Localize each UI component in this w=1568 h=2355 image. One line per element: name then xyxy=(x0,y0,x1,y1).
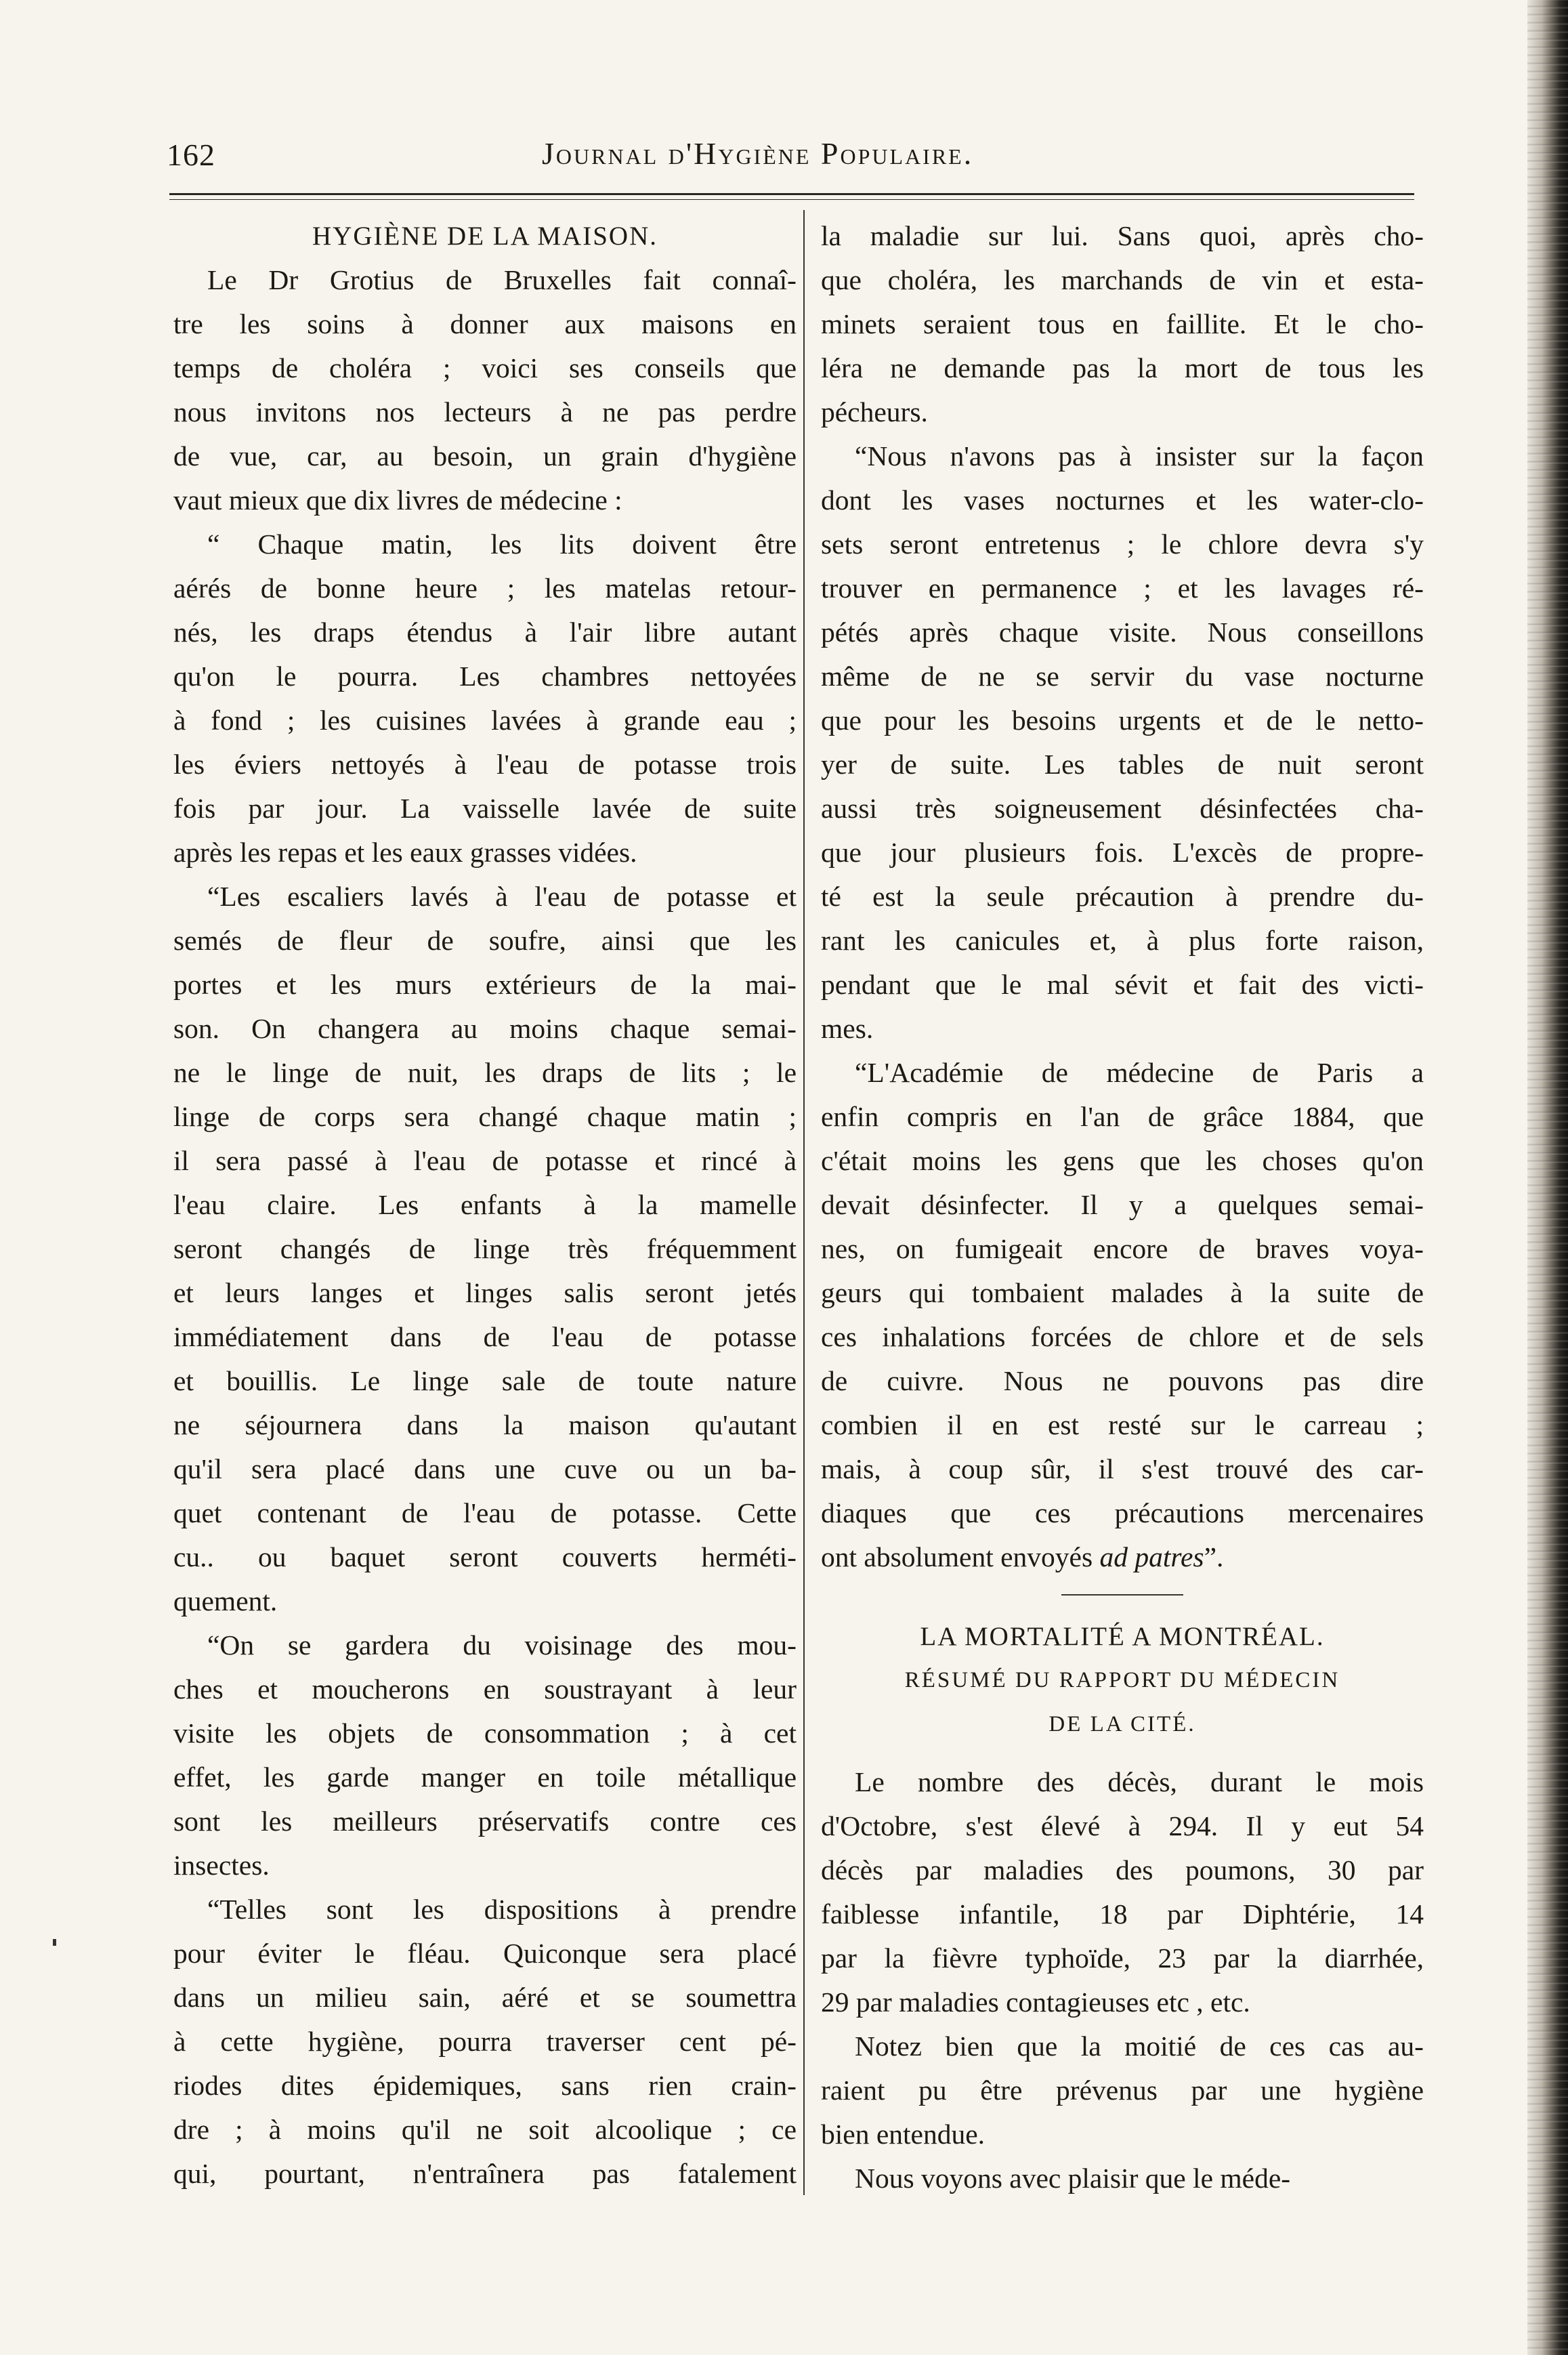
text-line: qui, pourtant, n'entraînera pas fatalement xyxy=(173,2158,797,2189)
left-column xyxy=(173,214,797,2196)
text-line: devait désinfecter. Il y a quelques semai- xyxy=(821,1189,1424,1220)
page-number: 162 xyxy=(167,138,215,172)
text-line: quement. xyxy=(173,1585,278,1617)
text-line: il sera passé à l'eau de potasse et rincé à xyxy=(173,1145,797,1176)
text-line: c'était moins les gens que les choses qu'on xyxy=(821,1145,1424,1176)
text-line: décès par maladies des poumons, 30 par xyxy=(821,1854,1424,1885)
text-line: de vue, car, au besoin, un grain d'hygiène xyxy=(173,440,797,472)
section-separator xyxy=(1061,1594,1183,1596)
text-line: diaques que ces précautions mercenaires xyxy=(821,1497,1424,1528)
text-line: son. On changera au moins chaque semai- xyxy=(173,1013,797,1044)
right-column-closing-line xyxy=(821,1535,1424,1579)
text-line: l'eau claire. Les enfants à la mamelle xyxy=(173,1189,797,1220)
text-line: après les repas et les eaux grasses vidées. xyxy=(173,837,637,868)
text-line: vaut mieux que dix livres de médecine : xyxy=(173,484,622,516)
text-line: pétés après chaque visite. Nous conseillons xyxy=(821,617,1424,648)
text-line: ches et moucherons en soustrayant à leur xyxy=(173,1673,797,1705)
text-line: nous invitons nos lecteurs à ne pas perdre xyxy=(173,396,797,428)
text-line: sont les meilleurs préservatifs contre ces xyxy=(173,1806,797,1837)
text-line: et leurs langes et linges salis seront jetés xyxy=(173,1277,797,1308)
text-line: même de ne se servir du vase nocturne xyxy=(821,661,1424,692)
text-line: tre les soins à donner aux maisons en xyxy=(173,308,797,339)
text-line: de cuivre. Nous ne pouvons pas dire xyxy=(821,1365,1424,1396)
text-line: les éviers nettoyés à l'eau de potasse trois xyxy=(173,749,797,780)
text-line: riodes dites épidemiques, sans rien crain- xyxy=(173,2070,797,2101)
closing-line-text: ont absolument envoyés xyxy=(821,1541,1100,1572)
text-line: qu'il sera placé dans une cuve ou un ba- xyxy=(173,1453,797,1484)
text-line: yer de suite. Les tables de nuit seront xyxy=(821,749,1424,780)
text-line: et bouillis. Le linge sale de toute nature xyxy=(173,1365,797,1396)
right-column-text-bottom xyxy=(821,1760,1424,2201)
text-line: aussi très soigneusement désinfectées cha- xyxy=(821,793,1424,824)
text-line: cu.. ou baquet seront couverts herméti- xyxy=(173,1541,797,1572)
text-line: fois par jour. La vaisselle lavée de suite xyxy=(173,793,797,824)
text-line: “On se gardera du voisinage des mou- xyxy=(207,1629,797,1661)
text-line: sets seront entretenus ; le chlore devra s'y xyxy=(821,528,1424,560)
text-line: “Les escaliers lavés à l'eau de potasse et xyxy=(207,881,797,912)
section-heading-hygiene: HYGIÈNE DE LA MAISON. xyxy=(312,222,658,251)
header-rule xyxy=(169,193,1414,200)
text-line: enfin compris en l'an de grâce 1884, que xyxy=(821,1101,1424,1132)
text-line: geurs qui tombaient malades à la suite de xyxy=(821,1277,1424,1308)
margin-speck xyxy=(53,1939,56,1946)
text-line: linge de corps sera changé chaque matin ; xyxy=(173,1101,797,1132)
text-line: qu'on le pourra. Les chambres nettoyées xyxy=(173,661,797,692)
text-line: visite les objets de consommation ; à cet xyxy=(173,1717,797,1749)
text-line: dont les vases nocturnes et les water-clo- xyxy=(821,484,1424,516)
text-line: Le nombre des décès, durant le mois xyxy=(855,1766,1424,1797)
text-line: semés de fleur de soufre, ainsi que les xyxy=(173,925,797,956)
text-line: nes, on fumigeait encore de braves voya- xyxy=(821,1233,1424,1264)
section-subheading-2: DE LA CITÉ. xyxy=(1048,1712,1196,1736)
text-line: temps de choléra ; voici ses conseils que xyxy=(173,352,797,383)
text-line: pécheurs. xyxy=(821,396,928,428)
text-line: rant les canicules et, à plus forte raison, xyxy=(821,925,1424,956)
running-title: Journal d'Hygiène Populaire. xyxy=(542,136,974,171)
right-column-text-top xyxy=(821,214,1424,1535)
closing-line-end: ”. xyxy=(1204,1541,1224,1572)
text-line: 29 par maladies contagieuses etc , etc. xyxy=(821,1986,1250,2018)
text-line: quet contenant de l'eau de potasse. Cette xyxy=(173,1497,797,1528)
text-line: nés, les draps étendus à l'air libre autant xyxy=(173,617,797,648)
text-line: minets seraient tous en faillite. Et le cho- xyxy=(821,308,1424,339)
text-line: léra ne demande pas la mort de tous les xyxy=(821,352,1424,383)
text-line: que choléra, les marchands de vin et esta- xyxy=(821,264,1424,295)
text-line: dre ; à moins qu'il ne soit alcoolique ; ce xyxy=(173,2114,797,2145)
text-line: ne le linge de nuit, les draps de lits ; le xyxy=(173,1057,797,1088)
text-line: pendant que le mal sévit et fait des victi- xyxy=(821,969,1424,1000)
section-heading-mortalite: LA MORTALITÉ A MONTRÉAL. xyxy=(920,1622,1325,1651)
text-line: Nous voyons avec plaisir que le méde- xyxy=(855,2163,1291,2194)
text-line: d'Octobre, s'est élevé à 294. Il y eut 54 xyxy=(821,1810,1424,1841)
text-line: mais, à coup sûr, il s'est trouvé des car- xyxy=(821,1453,1424,1484)
text-line: mes. xyxy=(821,1013,874,1044)
text-line: “ Chaque matin, les lits doivent être xyxy=(207,528,797,560)
text-line: immédiatement dans de l'eau de potasse xyxy=(173,1321,797,1352)
text-line: que pour les besoins urgents et de le netto- xyxy=(821,705,1424,736)
scan-page-edge xyxy=(1527,0,1568,2355)
right-column xyxy=(821,214,1424,2201)
text-line: insectes. xyxy=(173,1850,270,1881)
left-column-text xyxy=(173,258,797,2196)
text-line: combien il en est resté sur le carreau ; xyxy=(821,1409,1424,1440)
text-line: effet, les garde manger en toile métallique xyxy=(173,1762,797,1793)
text-line: trouver en permanence ; et les lavages ré- xyxy=(821,572,1424,604)
text-line: aérés de bonne heure ; les matelas retour- xyxy=(173,572,797,604)
text-line: seront changés de linge très fréquemment xyxy=(173,1233,797,1264)
text-line: faiblesse infantile, 18 par Diphtérie, 14 xyxy=(821,1898,1424,1930)
text-line: raient pu être prévenus par une hygiène xyxy=(821,2075,1424,2106)
text-line: que jour plusieurs fois. L'excès de propre- xyxy=(821,837,1424,868)
text-line: bien entendue. xyxy=(821,2119,985,2150)
text-line: ne séjournera dans la maison qu'autant xyxy=(173,1409,797,1440)
section-subheading-1: RÉSUMÉ DU RAPPORT DU MÉDECIN xyxy=(904,1668,1340,1692)
text-line: té est la seule précaution à prendre du- xyxy=(821,881,1424,912)
text-line: “Nous n'avons pas à insister sur la façon xyxy=(855,440,1424,472)
text-line: portes et les murs extérieurs de la mai- xyxy=(173,969,797,1000)
closing-line-italic: ad patres xyxy=(1099,1541,1204,1572)
text-line: “L'Académie de médecine de Paris a xyxy=(855,1057,1424,1088)
text-line: à fond ; les cuisines lavées à grande eau ; xyxy=(173,705,797,736)
text-line: “Telles sont les dispositions à prendre xyxy=(207,1894,797,1925)
column-divider xyxy=(803,210,805,2195)
text-line: pour éviter le fléau. Quiconque sera placé xyxy=(173,1938,797,1969)
text-line: la maladie sur lui. Sans quoi, après cho- xyxy=(821,220,1424,251)
text-line: Notez bien que la moitié de ces cas au- xyxy=(855,2030,1424,2062)
text-line: Le Dr Grotius de Bruxelles fait connaî- xyxy=(207,264,797,295)
text-line: à cette hygiène, pourra traverser cent pé- xyxy=(173,2026,797,2057)
text-line: dans un milieu sain, aéré et se soumettra xyxy=(173,1982,797,2013)
text-line: ces inhalations forcées de chlore et de sels xyxy=(821,1321,1424,1352)
text-line: par la fièvre typhoïde, 23 par la diarrhée, xyxy=(821,1942,1424,1974)
